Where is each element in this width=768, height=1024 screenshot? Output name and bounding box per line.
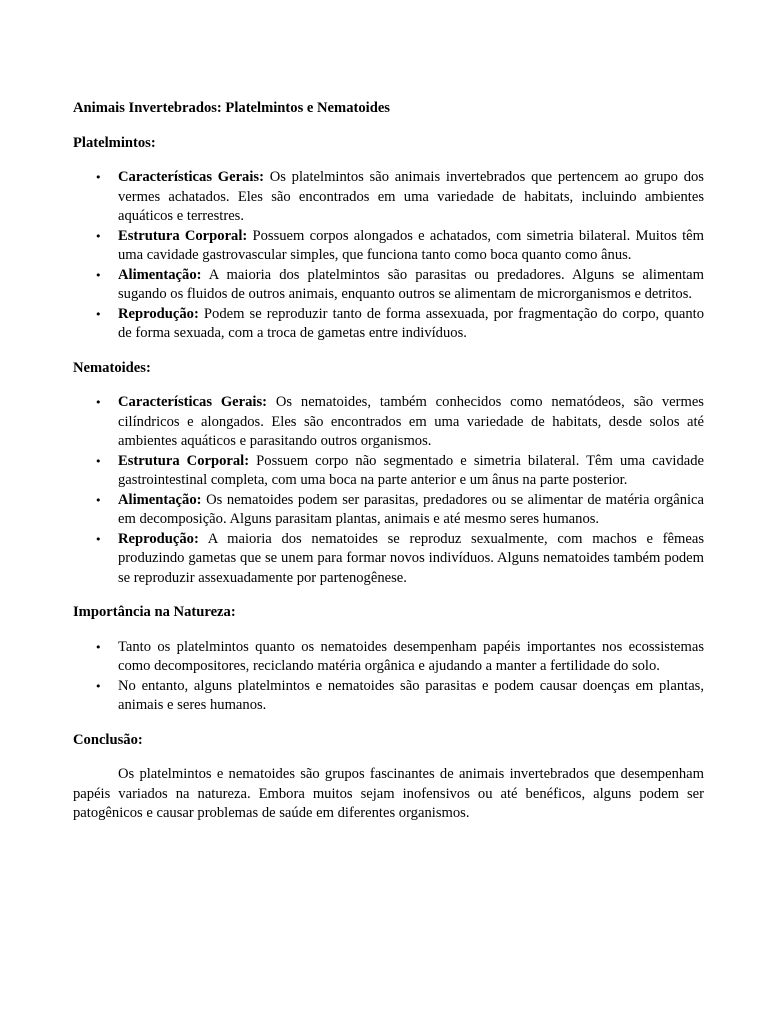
importancia-list [73,638,704,716]
document-title: Animais Invertebrados: Platelmintos e Nematoides [73,100,390,116]
list-item [73,168,704,227]
item-text: Podem se reproduzir tanto de forma assexuada, por fragmentação do corpo, quanto de forma sexuada, com a troca de gametas entre indivíduos. [118,305,704,341]
item-term: Estrutura Corporal: [118,452,250,469]
item-term: Características Gerais: [118,394,268,410]
item-text: Tanto os platelmintos quanto os nematoides desempenham papéis importantes nos ecossistemas como decompositores, reciclando matéria orgânica e ajudando a manter a fertilidade do solo. [118,638,704,674]
bullet-icon: • [95,454,102,468]
list-item [73,677,704,716]
item-text: A maioria dos nematoides se reproduz sexualmente, com machos e fêmeas produzindo gametas que se unem para formar novos indivíduos. Alguns nematoides também podem se reproduzir assexuadamente por partenogênese. [118,530,704,586]
item-text: Os nematoides, também conhecidos como nematódeos, são vermes cilíndricos e alongados. Eles são encontrados em uma variedade de habitats, desde solos até ambientes aquáticos e parasitando outros organismos. [118,394,704,449]
bullet-icon: • [95,679,102,693]
nematoides-list [73,393,704,588]
bullet-icon: • [95,171,102,184]
bullet-icon: • [95,532,102,546]
bullet-icon: • [95,396,102,409]
section-heading-importancia: Importância na Natureza: [73,604,236,620]
bullet-icon: • [95,493,102,507]
list-item [73,227,704,266]
list-item [73,452,704,491]
bullet-icon: • [95,268,102,282]
item-text: Possuem corpo não segmentado e simetria bilateral. Têm uma cavidade gastrointestinal completa, com uma boca na parte anterior e um ânus na parte posterior. [118,452,704,488]
section-heading-nematoides: Nematoides: [73,359,151,376]
list-item [73,638,704,677]
item-term: Alimentação: [118,491,202,508]
section-heading-conclusao: Conclusão: [73,731,143,748]
list-item [73,393,704,452]
bullet-icon: • [95,640,102,654]
item-text: No entanto, alguns platelmintos e nematoides são parasitas e podem causar doenças em plantas, animais e seres humanos. [118,677,704,713]
list-item [73,305,704,344]
platelmintos-list [73,168,704,344]
bullet-icon: • [95,229,102,243]
item-text: A maioria dos platelmintos são parasitas ou predadores. Alguns se alimentam sugando os fluidos de outros animais, enquanto outros se alimentam de microrganismos e detritos. [118,266,704,302]
section-heading-platelmintos: Platelmintos: [73,134,156,151]
list-item [73,491,704,530]
item-term: Alimentação: [118,266,202,283]
list-item [73,266,704,305]
item-term: Reprodução: [118,305,199,322]
item-term: Estrutura Corporal: [118,227,248,244]
conclusion-paragraph: Os platelmintos e nematoides são grupos fascinantes de animais invertebrados que desempenham papéis variados na natureza. Embora muitos sejam inofensivos ou até benéficos, alguns podem ser patogênicos e causar problemas de saúde em diferentes organismos. [73,766,704,821]
item-text: Possuem corpos alongados e achatados, com simetria bilateral. Muitos têm uma cavidade gastrovascular simples, que funciona tanto como boca quanto como ânus. [118,227,704,263]
list-item [73,530,704,589]
bullet-icon: • [95,307,102,321]
item-term: Reprodução: [118,530,199,547]
item-term: Características Gerais: [118,169,264,185]
document-page [73,99,704,824]
item-text: Os platelmintos são animais invertebrados que pertencem ao grupo dos vermes achatados. Eles são encontrados em uma variedade de habitats, incluindo ambientes aquáticos e terrestres. [118,169,704,224]
item-text: Os nematoides podem ser parasitas, predadores ou se alimentar de matéria orgânica em decomposição. Alguns parasitam plantas, animais e até mesmo seres humanos. [118,491,704,527]
